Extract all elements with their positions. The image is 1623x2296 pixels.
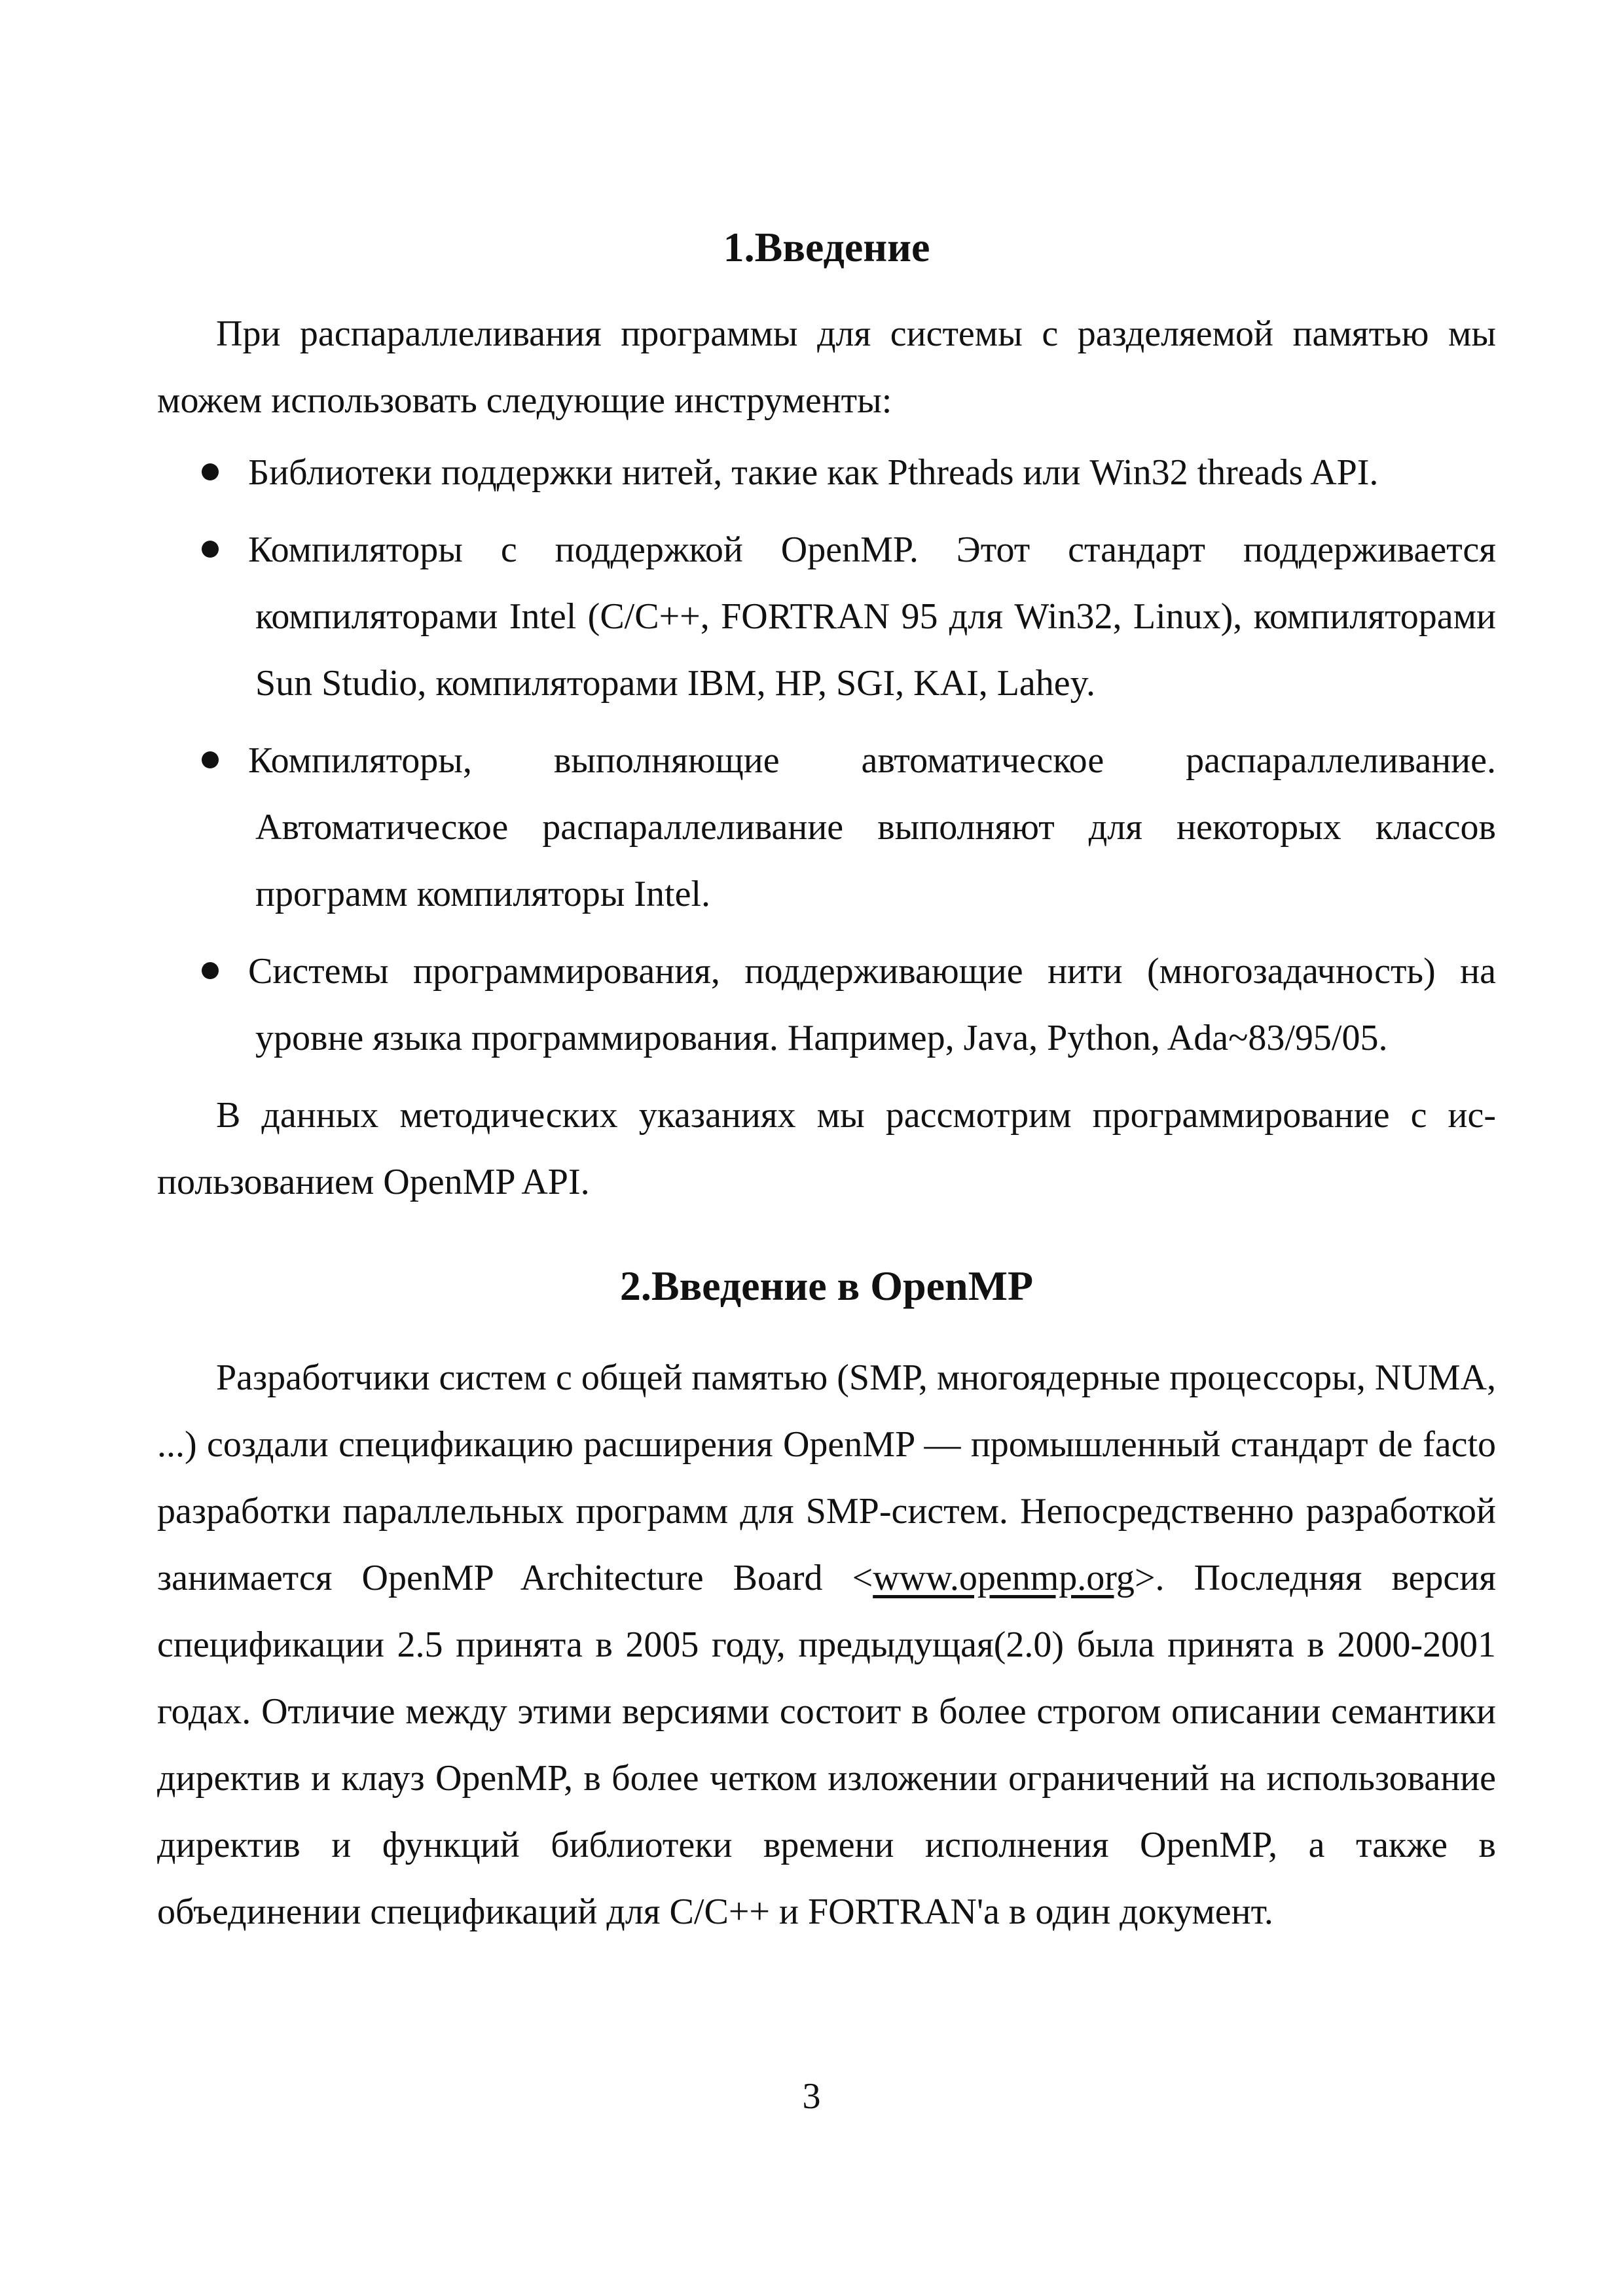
tools-list [157, 439, 1496, 1071]
paragraph-text-start: Разработчики систем с общей памятью (SMP, многоядерные процессоры, NUMA, ...) создали спецификацию расширения OpenMP — промышленный стандарт de facto разработки параллельных программ для SMP-систем. Непосредственно разработкой занимается OpenMP Architecture Board < [157, 1357, 1496, 1598]
bullet-icon [202, 463, 219, 480]
list-item-text: Компиляторы, выполняющие автоматическое распараллеливание. Автоматическое распараллеливание выполняют для некоторых классов программ компиляторы Intel. [248, 740, 1496, 914]
section-1-intro: При распараллеливания программы для системы с разделяемой памятью мы можем использовать следующие инструменты: [157, 313, 1496, 421]
list-item-text: Компиляторы с поддержкой OpenMP. Этот стандарт поддерживается компиляторами Intel (C/C++, FORTRAN 95 для Win32, Linux), компиляторами Sun Studio, компиляторами IBM, HP, SGI, KAI, Lahey. [248, 529, 1496, 704]
section-1-closing: В данных методических указаниях мы рассмотрим программирование с использованием OpenMP API. [157, 1094, 1496, 1202]
bullet-icon [202, 751, 219, 768]
bullet-icon [202, 541, 219, 558]
bullet-icon [202, 962, 219, 979]
section-2-paragraph [157, 1344, 1496, 1945]
list-item-text: Библиотеки поддержки нитей, такие как Pthreads или Win32 threads API. [248, 452, 1379, 493]
list-item [157, 516, 1496, 717]
list-item [157, 439, 1496, 506]
openmp-website-link[interactable]: www.openmp.org [873, 1557, 1135, 1598]
list-item-text: Системы программирования, поддерживающие нити (многозадачность) на уровне языка программирования. Например, Java, Python, Ada~83/95/05. [248, 950, 1496, 1058]
page-number: 3 [802, 2076, 821, 2117]
list-item [157, 727, 1496, 927]
section-1-title: 1.Введение [723, 224, 930, 270]
document-page [157, 223, 1496, 1945]
section-2-title: 2.Введение в OpenMP [619, 1262, 1034, 1309]
paragraph-text-end: >. Последняя версия спецификации 2.5 принята в 2005 году, предыдущая(2.0) была принята в 2000-2001 годах. Отличие между этими версиями состоит в более строгом описании семантики директив и клауз OpenMP, в более четком изложении ограничений на использование директив и функций библиотеки времени исполнения OpenMP, а также в объединении спецификаций для C/C++ и FORTRAN'a в один документ. [157, 1557, 1496, 1932]
list-item [157, 938, 1496, 1071]
